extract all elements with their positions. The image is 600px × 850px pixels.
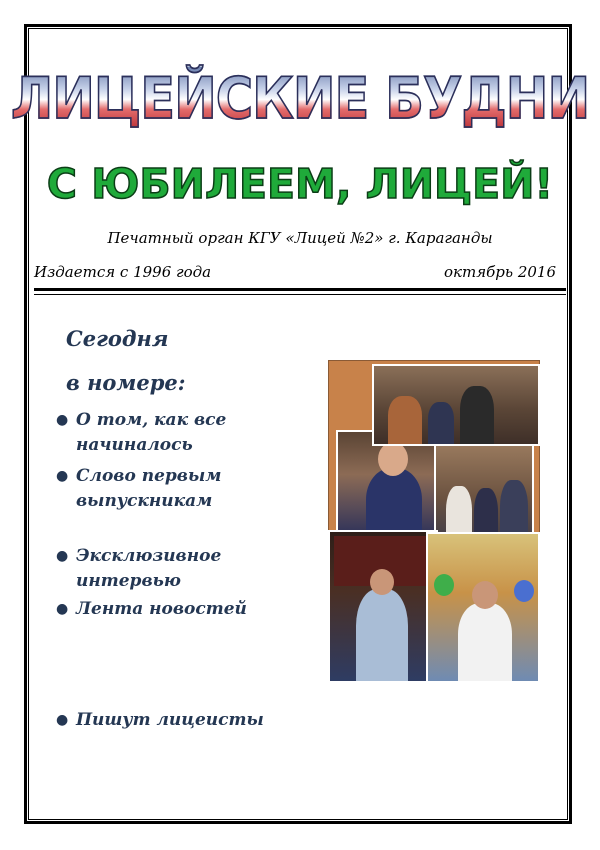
header-rule-thick (34, 288, 566, 291)
contents-item-label: Эксклюзивное интервью (76, 546, 222, 591)
header-rule-thin (34, 294, 566, 295)
anniversary-headline: С ЮБИЛЕЕМ, ЛИЦЕЙ! (46, 160, 554, 208)
person-figure (458, 603, 512, 681)
person-figure (356, 589, 408, 681)
contents-item[interactable] (52, 408, 312, 458)
person-head (378, 442, 408, 476)
person-head (370, 569, 394, 595)
contents-item-label: Слово первым выпускникам (76, 466, 222, 511)
person-figure (366, 468, 422, 538)
photo-collage (328, 360, 540, 683)
photo-teacher (336, 430, 441, 540)
person-figure (428, 402, 454, 444)
bullet-icon: ● (56, 601, 69, 617)
issue-meta-row (34, 263, 564, 283)
balloon-decoration (514, 580, 534, 602)
photo-stage-singer (426, 532, 540, 683)
person-figure (388, 396, 422, 444)
person-head (472, 581, 498, 609)
person-figure (460, 386, 494, 444)
contents-item[interactable] (52, 597, 312, 622)
photo-stage-performer (328, 530, 438, 683)
contents-heading-line2: в номере: (66, 370, 186, 395)
bullet-icon: ● (56, 548, 69, 564)
newspaper-title: ЛИЦЕЙСКИЕ БУДНИ (0, 66, 600, 132)
bullet-icon: ● (56, 712, 69, 728)
contents-item-label: Пишут лицеисты (76, 710, 264, 730)
bullet-icon: ● (56, 412, 69, 428)
publisher-line: Печатный орган КГУ «Лицей №2» г. Караганды (107, 229, 493, 247)
photo-award (372, 364, 540, 446)
contents-item[interactable] (52, 708, 312, 733)
contents-item[interactable] (52, 544, 312, 594)
contents-item[interactable] (52, 464, 312, 514)
contents-heading-line1: Сегодня (66, 326, 169, 351)
issue-date: октябрь 2016 (443, 263, 556, 281)
bullet-icon: ● (56, 468, 69, 484)
balloon-decoration (434, 574, 454, 596)
published-since: Издается с 1996 года (34, 263, 212, 281)
contents-item-label: О том, как все начиналось (76, 410, 227, 455)
contents-item-label: Лента новостей (76, 599, 247, 619)
